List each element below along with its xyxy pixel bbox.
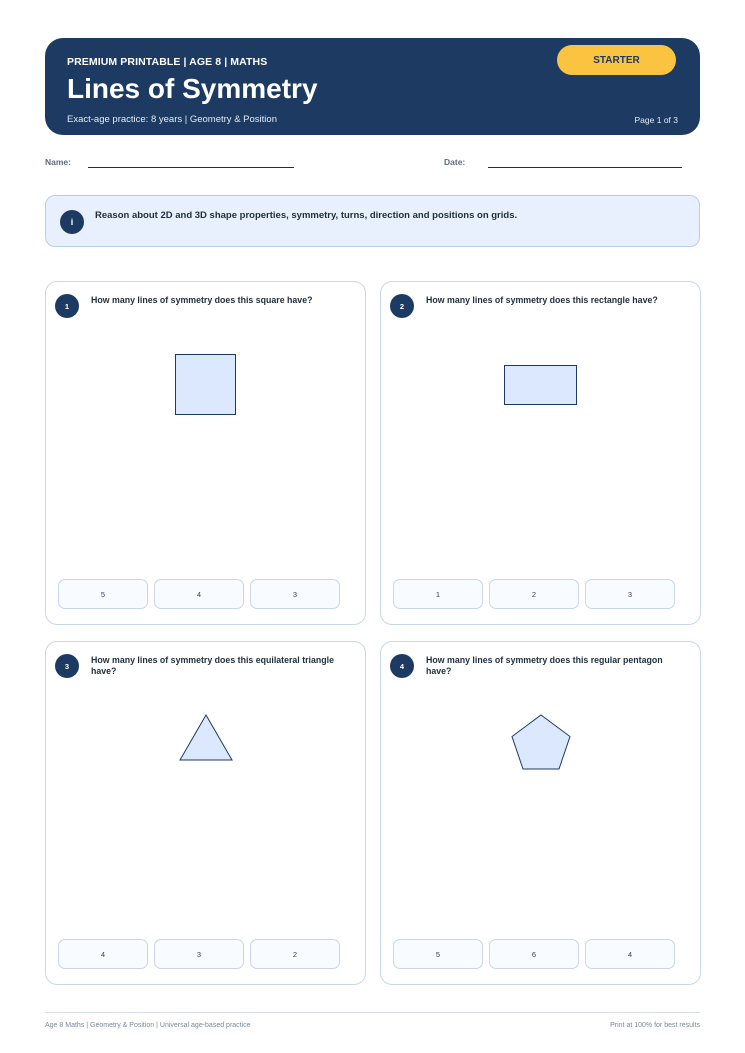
footer-right-text: Print at 100% for best results [610,1022,700,1029]
info-icon: i [60,210,84,234]
question-text: How many lines of symmetry does this square have? [91,295,313,305]
footer-divider [45,1012,700,1013]
question-number: 2 [390,294,414,318]
answer-options [393,579,675,609]
info-box [45,195,700,247]
header-banner [45,38,700,135]
question-card-3 [45,641,366,985]
question-text: How many lines of symmetry does this rectangle have? [426,295,658,305]
answer-option[interactable]: 4 [154,579,244,609]
answer-options [393,939,675,969]
answer-option[interactable]: 4 [585,939,675,969]
answer-option[interactable]: 1 [393,579,483,609]
rectangle-shape [381,282,702,572]
name-label: Name: [45,157,71,167]
answer-option[interactable]: 5 [393,939,483,969]
difficulty-badge: STARTER [557,45,676,75]
question-number: 3 [55,654,79,678]
question-number: 1 [55,294,79,318]
equilateral-triangle-shape [46,642,367,932]
answer-option[interactable]: 2 [250,939,340,969]
answer-option[interactable]: 3 [585,579,675,609]
question-number: 4 [390,654,414,678]
page-number: Page 1 of 3 [634,115,678,125]
answer-options [58,939,340,969]
question-text: How many lines of symmetry does this regular pentagon have? [426,655,663,676]
question-text: How many lines of symmetry does this equilateral triangle have? [91,655,334,676]
square-shape [46,282,367,572]
regular-pentagon-shape [381,642,702,932]
date-field[interactable] [488,167,682,168]
answer-option[interactable]: 5 [58,579,148,609]
date-label: Date: [444,157,466,167]
answer-option[interactable]: 6 [489,939,579,969]
answer-option[interactable]: 4 [58,939,148,969]
name-field[interactable] [88,167,294,168]
question-card-2 [380,281,701,625]
answer-option[interactable]: 3 [250,579,340,609]
answer-option[interactable]: 3 [154,939,244,969]
question-card-4 [380,641,701,985]
footer-left-text: Age 8 Maths | Geometry & Position | Universal age-based practice [45,1022,251,1029]
page-title: Lines of Symmetry [67,73,318,104]
header-kicker: PREMIUM PRINTABLE | AGE 8 | MATHS [67,56,268,68]
answer-option[interactable]: 2 [489,579,579,609]
header-subtitle: Exact-age practice: 8 years | Geometry & Position [67,114,277,125]
info-text: Reason about 2D and 3D shape properties, symmetry, turns, direction and positions on grids. [95,210,518,221]
answer-options [58,579,340,609]
question-card-1 [45,281,366,625]
